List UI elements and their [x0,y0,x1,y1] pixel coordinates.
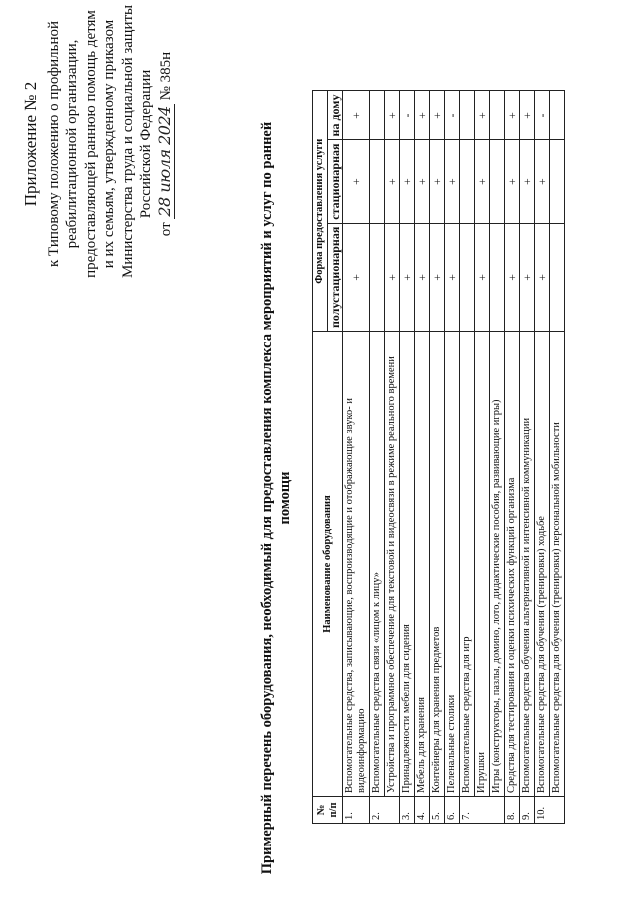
row-equipment-name: Устройства и программное обеспечение для текстовой и видеосвязи в режиме реального времени [385,332,400,797]
row-number: 6. [445,797,460,824]
appendix-line: реабилитационной организации, [64,39,80,249]
header-form-group: Форма предоставления услуги [313,91,328,332]
mark-at-home [370,91,385,140]
row-number: 2. [370,797,400,824]
row-equipment-name: Средства для тестирования и оценки психических функций организма [505,332,520,797]
row-equipment-name: Вспомогательные средства для обучения (тренировки) ходьбе [535,332,550,797]
mark-semi-stationary: + [400,223,415,331]
row-number: 9. [520,797,535,824]
appendix-line: предоставляющей раннюю помощь детям [82,10,99,278]
mark-semi-stationary: + [520,223,535,331]
mark-semi-stationary: + [385,223,400,331]
table-row [343,91,370,824]
mark-at-home: + [430,91,445,140]
row-equipment-name: Вспомогательные средства связи «лицом к лицу» [370,332,385,797]
table-row [415,91,430,824]
mark-stationary: + [505,140,520,223]
mark-stationary [460,140,475,223]
table-header-row [313,91,328,824]
row-number: 8. [505,797,520,824]
row-number: 4. [415,797,430,824]
table-row [460,91,475,824]
mark-semi-stationary: + [475,223,490,331]
mark-semi-stationary: + [343,223,370,331]
mark-at-home: + [520,91,535,140]
appendix-header [21,4,175,278]
row-equipment-name: Контейнеры для хранения предметов [430,332,445,797]
appendix-line: Российской Федерации [138,69,154,219]
mark-at-home: - [400,91,415,140]
mark-at-home: - [445,91,460,140]
table-row [370,91,385,824]
mark-semi-stationary: + [445,223,460,331]
mark-stationary: + [415,140,430,223]
table-row [550,91,565,824]
equipment-table [312,90,565,824]
header-at-home: на дому [328,91,343,140]
row-number: 3. [400,797,415,824]
mark-at-home: - [535,91,550,140]
mark-at-home [490,91,505,140]
row-equipment-name: Мебель для хранения [415,332,430,797]
mark-at-home: + [505,91,520,140]
table-row [535,91,550,824]
table-row [490,91,505,824]
row-number: 10. [535,797,565,824]
mark-stationary: + [385,140,400,223]
mark-at-home: + [475,91,490,140]
appendix-title: Приложение № 2 [21,81,40,207]
row-equipment-name: Вспомогательные средства обучения альтернативной и интенсивной коммуникации [520,332,535,797]
header-name: Наименование оборудования [313,332,343,797]
table-body [343,91,565,824]
handwritten-date: 28 июля 2024 [154,106,174,217]
appendix-line: и их семьям, утвержденному приказом [101,19,117,269]
row-equipment-name: Принадлежности мебели для сидения [400,332,415,797]
row-number: 7. [460,797,505,824]
row-equipment-name: Вспомогательные средства для игр [460,332,475,797]
table-row [505,91,520,824]
table-row [385,91,400,824]
table-row [400,91,415,824]
document-title: Примерный перечень оборудования, необходимый для предоставления комплекса мероприятий и услуг по ранней помощи [259,121,293,875]
mark-semi-stationary [460,223,475,331]
number-prefix: № [157,86,174,101]
row-equipment-name: Вспомогательные средства, записывающие, воспроизводящие и отображающие звуко- и видеоинформацию [343,332,370,797]
mark-stationary: + [400,140,415,223]
mark-semi-stationary: + [505,223,520,331]
mark-semi-stationary: + [430,223,445,331]
mark-stationary: + [475,140,490,223]
mark-stationary: + [445,140,460,223]
mark-at-home: + [343,91,370,140]
mark-at-home [550,91,565,140]
row-equipment-name: Игры (конструкторы, пазлы, домино, лото, дидактические пособия, развивающие игры) [490,332,505,797]
mark-stationary: + [430,140,445,223]
appendix-date-line [156,10,176,278]
mark-semi-stationary [490,223,505,331]
mark-at-home: + [385,91,400,140]
mark-stationary [550,140,565,223]
row-equipment-name: Вспомогательные средства для обучения (тренировки) персональной мобильности [550,332,565,797]
date-prefix: от [157,222,174,237]
row-equipment-name: Пеленальные столики [445,332,460,797]
mark-semi-stationary: + [535,223,550,331]
mark-stationary: + [520,140,535,223]
mark-stationary [490,140,505,223]
mark-at-home: + [415,91,430,140]
mark-stationary: + [535,140,550,223]
header-semi-stationary: полустационарная [328,223,343,331]
table-row [445,91,460,824]
table-row [520,91,535,824]
appendix-line: к Типовому положению о профильной [45,21,62,267]
mark-semi-stationary [370,223,385,331]
mark-stationary: + [343,140,370,223]
header-number: № п/п [313,797,343,824]
mark-semi-stationary: + [415,223,430,331]
header-stationary: стационарная [328,140,343,223]
table-row [430,91,445,824]
row-equipment-name: Игрушки [475,332,490,797]
handwritten-number: 385н [157,51,174,83]
table-row [475,91,490,824]
mark-semi-stationary [550,223,565,331]
mark-at-home [460,91,475,140]
mark-stationary [370,140,385,223]
row-number: 1. [343,797,370,824]
row-number: 5. [430,797,445,824]
appendix-line: Министерства труда и социальной защиты [119,4,136,278]
